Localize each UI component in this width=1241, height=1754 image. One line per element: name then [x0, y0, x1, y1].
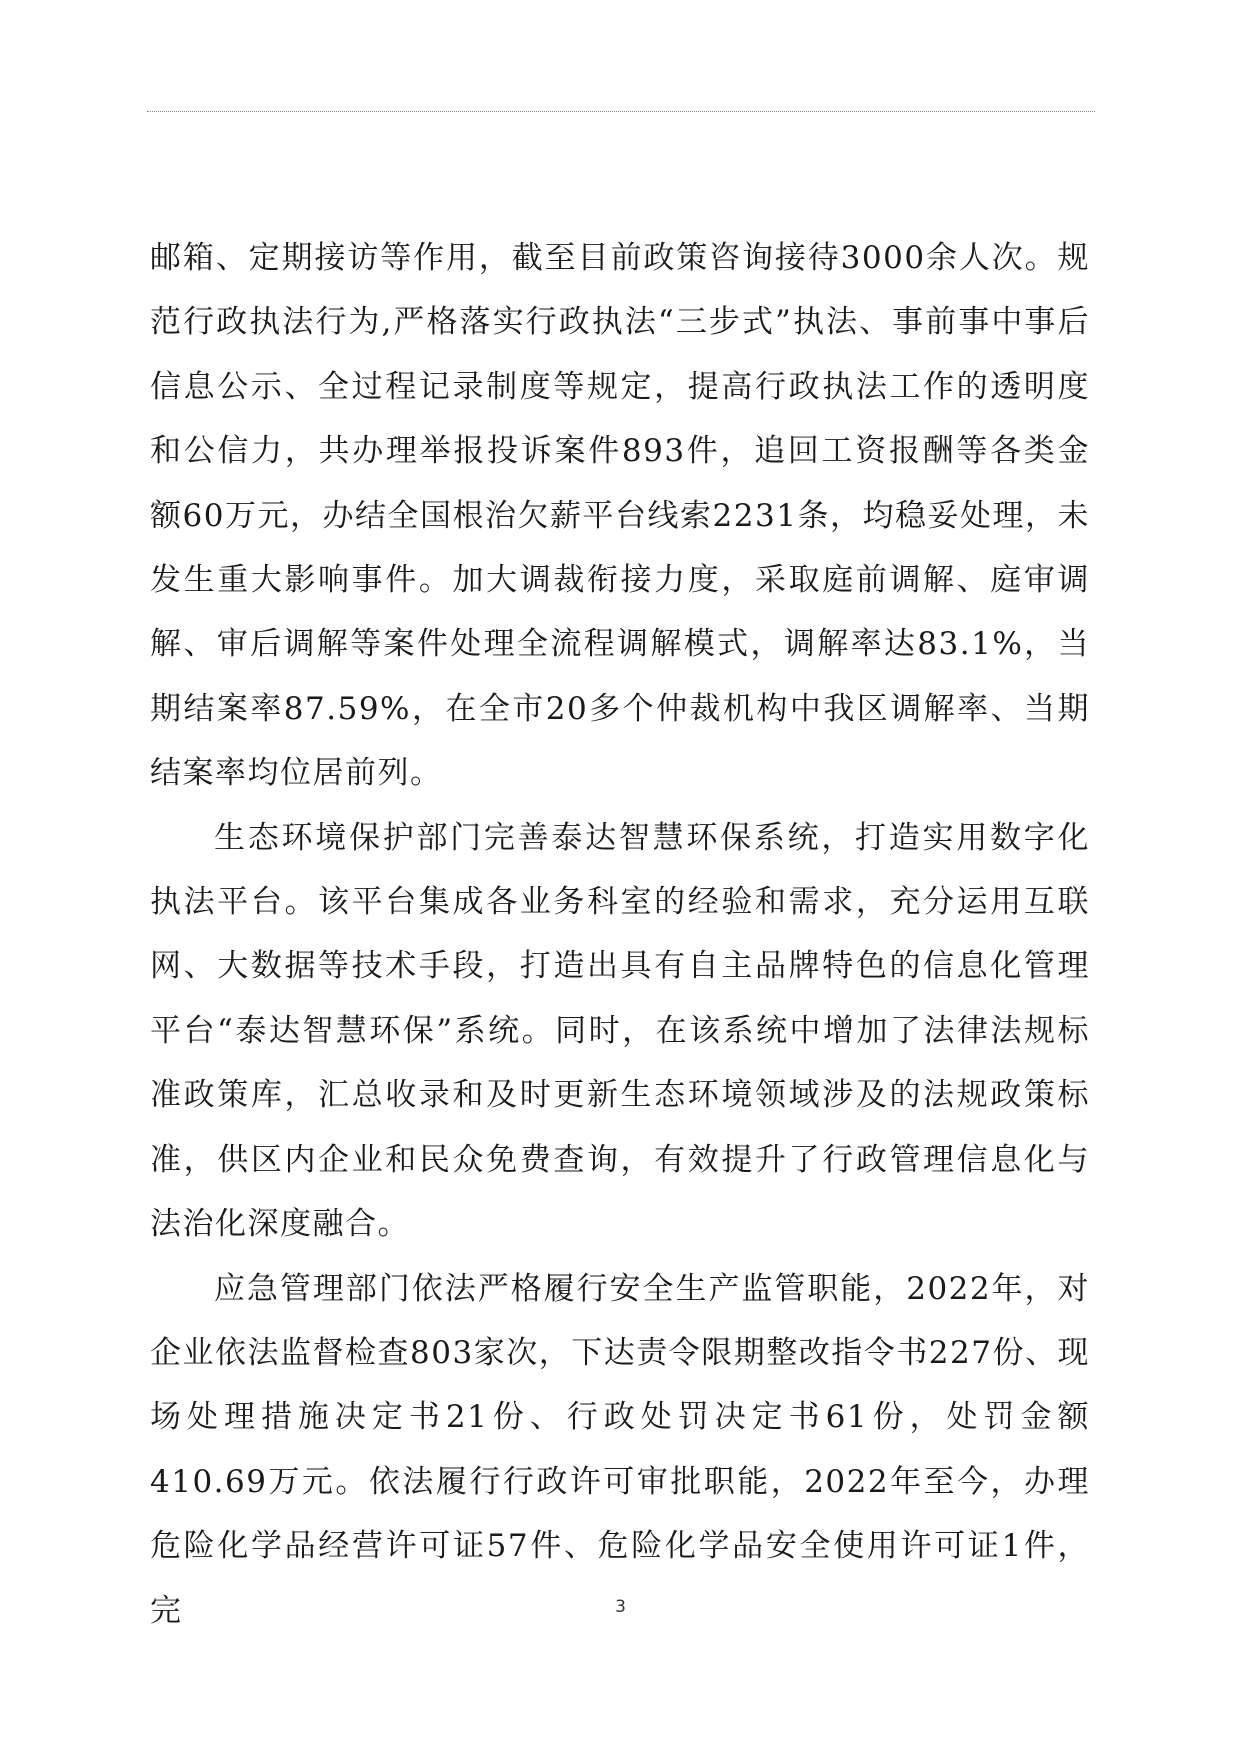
document-body	[150, 226, 1090, 1643]
paragraph-ecology: 生态环境保护部门完善泰达智慧环保系统，打造实用数字化执法平台。该平台集成各业务科室的经验和需求，充分运用互联网、大数据等技术手段，打造出具有自主品牌特色的信息化管理平台“泰达智慧环保”系统。同时，在该系统中增加了法律法规标准政策库，汇总收录和及时更新生态环境领域涉及的法规政策标准，供区内企业和民众免费查询，有效提升了行政管理信息化与法治化深度融合。	[150, 819, 1090, 1243]
paragraph-continued: 邮箱、定期接访等作用，截至目前政策咨询接待3000余人次。规范行政执法行为,严格落实行政执法“三步式”执法、事前事中事后信息公示、全过程记录制度等规定，提高行政执法工作的透明度和公信力，共办理举报投诉案件893件，追回工资报酬等各类金额60万元，办结全国根治欠薪平台线索2231条，均稳妥处理，未发生重大影响事件。加大调裁衔接力度，采取庭前调解、庭审调解、审后调解等案件处理全流程调解模式，调解率达83.1%，当期结案率87.59%，在全市20多个仲裁机构中我区调解率、当期结案率均位居前列。	[150, 240, 1090, 792]
paragraph-emergency: 应急管理部门依法严格履行安全生产监管职能，2022年，对企业依法监督检查803家次，下达责令限期整改指令书227份、现场处理措施决定书21份、行政处罚决定书61份，处罚金额410.69万元。依法履行行政许可审批职能，2022年至今，办理危险化学品经营许可证57件、危险化学品安全使用许可证1件，完	[150, 1270, 1090, 1629]
page-number: 3	[615, 1597, 626, 1617]
header-rule	[147, 111, 1095, 112]
